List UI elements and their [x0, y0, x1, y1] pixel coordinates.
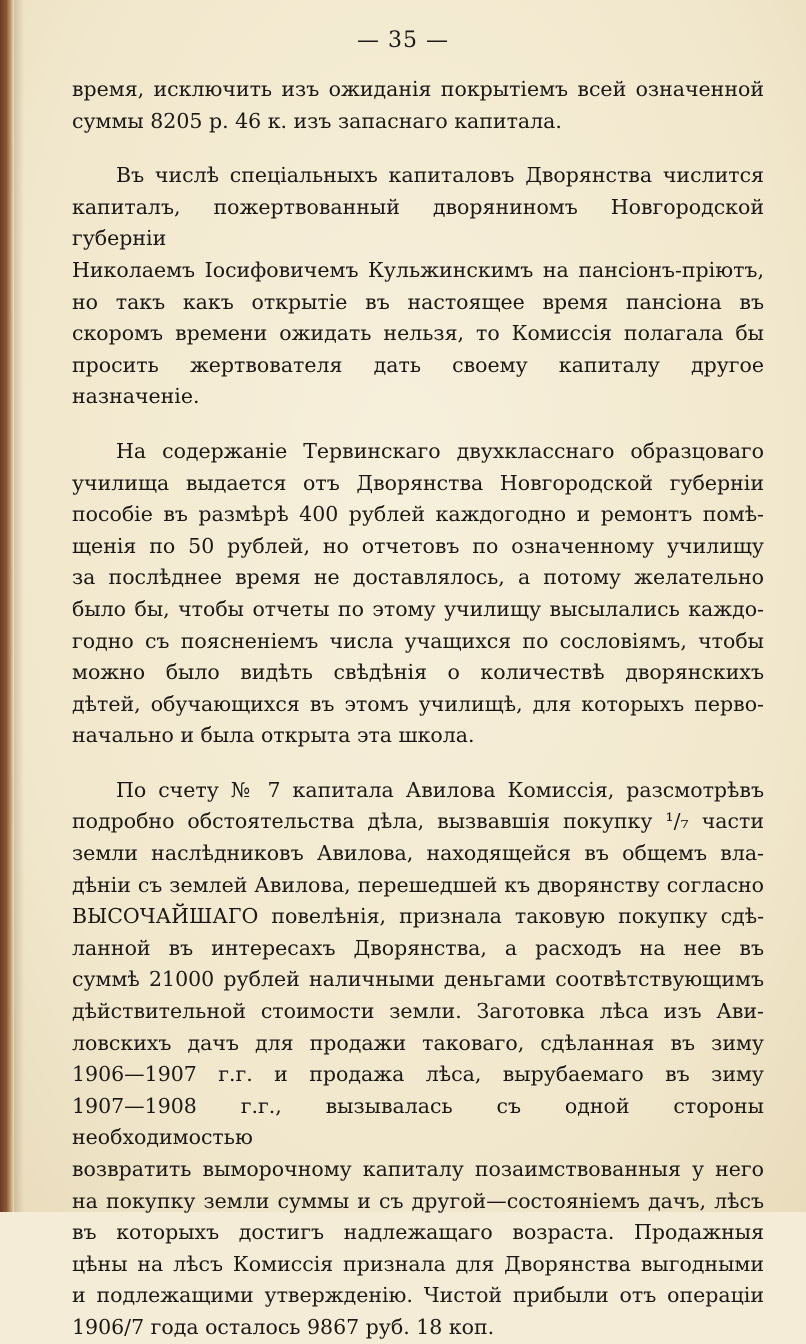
- book-spine-edge: [0, 0, 14, 1212]
- text-line: ВЫСОЧАЙШАГО повелѣнія, признала таковую покупку сдѣ-: [72, 904, 764, 929]
- paragraph-3: [72, 436, 764, 752]
- text-line: Въ числѣ спеціальныхъ капиталовъ Дворянства числится: [116, 163, 764, 188]
- text-line: на покупку земли суммы и съ другой—состояніемъ дачъ, лѣсъ: [72, 1188, 764, 1213]
- text-line: но такъ какъ открытіе въ настоящее время пансіона въ: [72, 289, 764, 314]
- text-line: возвратить выморочному капиталу позаимствованныя у него: [72, 1157, 764, 1181]
- text-line: училища выдается отъ Дворянства Новгородской губерніи: [72, 470, 764, 495]
- text-line: На содержаніе Тервинскаго двухкласснаго образцоваго: [116, 438, 764, 463]
- text-line: ловскихъ дачъ для продажи таковаго, сдѣланная въ зиму: [72, 1030, 764, 1055]
- text-line: 1907—1908 г.г., вызывалась съ одной стороны необходимостью: [72, 1093, 764, 1150]
- text-line: подробно обстоятельства дѣла, вызвавшія покупку ¹/₇ части: [72, 809, 764, 834]
- spine-shadow: [14, 0, 24, 1212]
- text-line: цѣны на лѣсъ Комиссія признала для Дворянства выгодными: [72, 1251, 764, 1276]
- text-line: По счету № 7 капитала Авилова Комиссія, разсмотрѣвъ: [116, 777, 764, 802]
- text-line: дѣйствительной стоимости земли. Заготовка лѣса изъ Ави-: [72, 999, 764, 1024]
- text-line: годно съ поясненіемъ числа учащихся по сословіямъ, чтобы: [72, 628, 764, 653]
- text-line: 1906/7 года осталось 9867 руб. 18 коп.: [72, 1314, 495, 1339]
- text-line: суммѣ 21000 рублей наличными деньгами соотвѣтствующимъ: [72, 967, 764, 992]
- page-body: [72, 74, 764, 1344]
- text-line: было бы, чтобы отчеты по этому училищу высылались каждо-: [72, 596, 764, 621]
- text-line: Николаемъ Іосифовичемъ Кульжинскимъ на пансіонъ-пріютъ,: [72, 257, 764, 282]
- paragraph-4: [72, 775, 764, 1344]
- page-number: — 35 —: [357, 28, 449, 53]
- text-line: и подлежащими утвержденію. Чистой прибыли отъ операціи: [72, 1283, 764, 1308]
- text-line: можно было видѣть свѣдѣнія о количествѣ дворянскихъ: [72, 660, 764, 685]
- text-line: дѣніи съ землей Авилова, перешедшей къ дворянству согласно: [72, 872, 764, 897]
- text-line: щенія по 50 рублей, но отчетовъ по означенному училищу: [72, 533, 764, 558]
- text-line: просить жертвователя дать своему капиталу другое назначеніе.: [72, 352, 764, 409]
- text-line: за послѣднее время не доставлялось, а потому желательно: [72, 565, 764, 590]
- text-line: скоромъ времени ожидать нельзя, то Комиссія полагала бы: [72, 321, 764, 346]
- text-line: дѣтей, обучающихся въ этомъ училищѣ, для которыхъ перво-: [72, 691, 764, 716]
- text-line: время, исключить изъ ожиданія покрытіемъ всей означенной: [72, 77, 764, 101]
- text-line: 1906—1907 г.г. и продажа лѣса, вырубаемаго въ зиму: [72, 1062, 764, 1087]
- paragraph-2: [72, 160, 764, 413]
- text-line: пособіе въ размѣрѣ 400 рублей каждогодно и ремонтъ помѣ-: [72, 502, 764, 527]
- text-line: суммы 8205 р. 46 к. изъ запаснаго капитала.: [72, 108, 562, 133]
- text-line: ланной въ интересахъ Дворянства, а расходъ на нее въ: [72, 935, 764, 960]
- text-line: начально и была открыта эта школа.: [72, 723, 475, 748]
- text-line: въ которыхъ достигъ надлежащаго возраста. Продажныя: [72, 1220, 764, 1245]
- text-line: капиталъ, пожертвованный дворяниномъ Новгородской губерніи: [72, 194, 764, 251]
- text-line: земли наслѣдниковъ Авилова, находящейся въ общемъ вла-: [72, 841, 764, 866]
- paragraph-1: [72, 74, 764, 137]
